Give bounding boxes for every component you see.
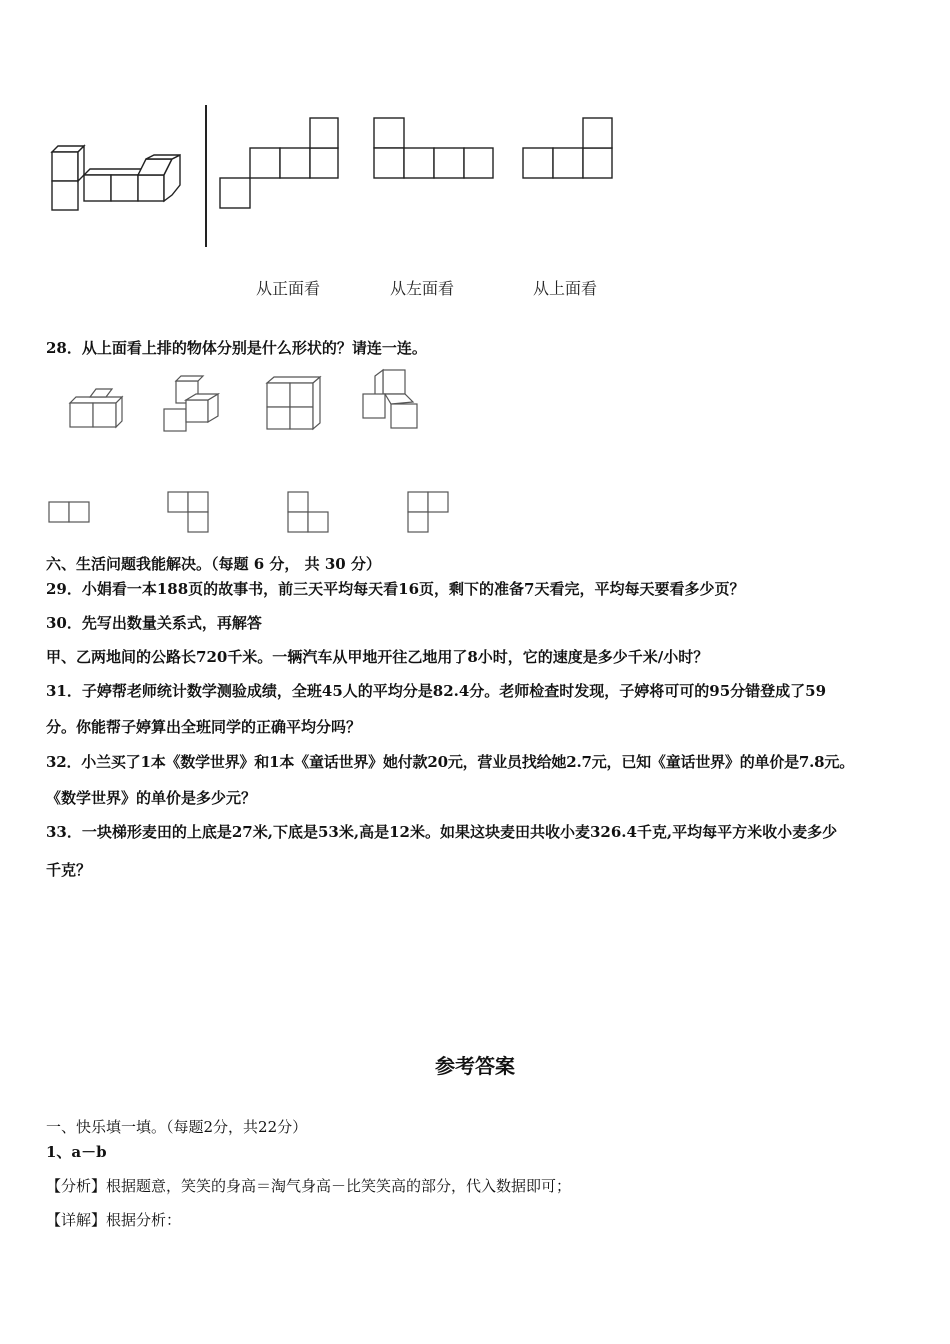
top-view-figure — [521, 117, 616, 182]
question-32-cont: 《数学世界》的单价是多少元？ — [46, 789, 257, 807]
front-view-figure — [218, 117, 343, 212]
q28-object-2 — [160, 373, 230, 438]
question-30: 30．先写出数量关系式，再解答 — [46, 614, 262, 632]
q28-object-3 — [262, 375, 327, 435]
answer-1: 1、a－b — [46, 1143, 107, 1161]
view-label-front: 从正面看 — [256, 279, 321, 298]
question-33-cont: 千克？ — [46, 861, 92, 879]
answers-title: 参考答案 — [435, 1054, 515, 1078]
answer-detail: 【详解】根据分析： — [46, 1211, 182, 1229]
section-6-heading: 六、生活问题我能解决。（每题 6 分， 共 30 分） — [46, 555, 381, 573]
divider-line — [205, 105, 207, 247]
question-28: 28．从上面看上排的物体分别是什么形状的？请连一连。 — [46, 339, 427, 357]
left-view-figure — [373, 117, 498, 182]
q28-view-d — [406, 490, 451, 535]
q28-view-b — [166, 490, 211, 535]
answers-section-1: 一、快乐填一填。（每题2分，共22分） — [46, 1118, 308, 1136]
answer-analysis: 【分析】根据题意，笑笑的身高＝淘气身高－比笑笑高的部分，代入数据即可； — [46, 1177, 572, 1195]
question-31-cont: 分。你能帮子婷算出全班同学的正确平均分吗？ — [46, 718, 362, 736]
question-30-body: 甲、乙两地间的公路长720千米。一辆汽车从甲地开往乙地用了8小时，它的速度是多少千米/小时？ — [46, 648, 709, 666]
q28-view-c — [286, 490, 331, 535]
question-33: 33．一块梯形麦田的上底是27米,下底是53米,高是12米。如果这块麦田共收小麦326.4千克,平均每平方米收小麦多少 — [46, 823, 838, 841]
question-31: 31．子婷帮老师统计数学测验成绩，全班45人的平均分是82.4分。老师检查时发现，子婷将可可的95分错登成了59 — [46, 682, 827, 700]
question-32: 32．小兰买了1本《数学世界》和1本《童话世界》她付款20元，营业员找给她2.7元，已知《童话世界》的单价是7.8元。 — [46, 753, 855, 771]
q28-object-1 — [66, 385, 126, 435]
cube-figure-3d — [40, 140, 190, 220]
view-label-top: 从上面看 — [533, 279, 598, 298]
question-29: 29．小娟看一本188页的故事书，前三天平均每天看16页，剩下的准备7天看完，平均每天要看多少页？ — [46, 580, 745, 598]
q28-view-a — [47, 500, 92, 526]
q28-object-4 — [357, 366, 427, 434]
view-label-left: 从左面看 — [390, 279, 455, 298]
